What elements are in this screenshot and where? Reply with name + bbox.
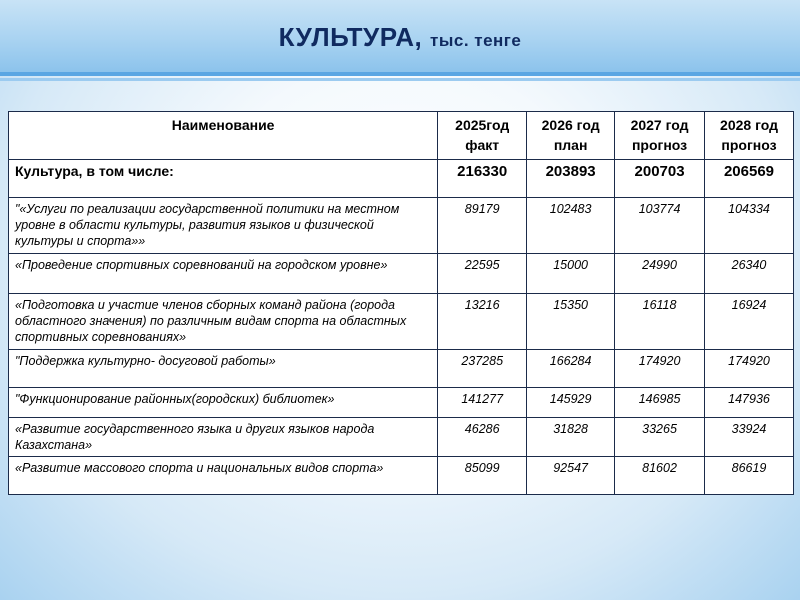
row-value: 147936 xyxy=(705,388,794,418)
row-value: 102483 xyxy=(527,198,615,254)
column-header: 2026 год план xyxy=(527,112,615,160)
row-value: 237285 xyxy=(438,350,527,388)
table-header-row xyxy=(9,112,794,160)
page-title-text: КУЛЬТУРА, xyxy=(278,22,423,52)
row-value: 26340 xyxy=(705,254,794,294)
row-label: «Проведение спортивных соревнований на городском уровне» xyxy=(9,254,438,294)
title-divider-secondary xyxy=(0,78,800,81)
row-value: 174920 xyxy=(705,350,794,388)
row-value: 81602 xyxy=(615,457,705,495)
total-row xyxy=(9,160,794,198)
row-value: 141277 xyxy=(438,388,527,418)
row-value: 31828 xyxy=(527,418,615,457)
table-row xyxy=(9,350,794,388)
row-label: "Поддержка культурно- досуговой работы» xyxy=(9,350,438,388)
total-value: 206569 xyxy=(705,160,794,198)
total-label: Культура, в том числе: xyxy=(9,160,438,198)
total-value: 216330 xyxy=(438,160,527,198)
row-value: 16924 xyxy=(705,294,794,350)
row-label: «Подготовка и участие членов сборных команд района (города областного значения) по различным видам спорта на областных спортивных соревнованиях» xyxy=(9,294,438,350)
row-value: 104334 xyxy=(705,198,794,254)
table-row xyxy=(9,294,794,350)
column-header: Наименование xyxy=(9,112,438,160)
title-divider xyxy=(0,72,800,76)
row-value: 13216 xyxy=(438,294,527,350)
title-band xyxy=(0,0,800,72)
page-title xyxy=(0,22,800,53)
row-value: 33924 xyxy=(705,418,794,457)
row-label: "Функционирование районных(городских) библиотек» xyxy=(9,388,438,418)
row-value: 166284 xyxy=(527,350,615,388)
row-value: 146985 xyxy=(615,388,705,418)
table-row xyxy=(9,198,794,254)
budget-table xyxy=(8,111,794,495)
row-value: 145929 xyxy=(527,388,615,418)
row-value: 24990 xyxy=(615,254,705,294)
total-value: 200703 xyxy=(615,160,705,198)
row-label: "«Услуги по реализации государственной политики на местном уровне в области культуры, развития языков и физической культуры и спорта»» xyxy=(9,198,438,254)
column-header: 2027 год прогноз xyxy=(615,112,705,160)
table-row xyxy=(9,388,794,418)
row-value: 86619 xyxy=(705,457,794,495)
row-value: 15350 xyxy=(527,294,615,350)
row-value: 174920 xyxy=(615,350,705,388)
row-value: 46286 xyxy=(438,418,527,457)
table-row xyxy=(9,418,794,457)
row-value: 16118 xyxy=(615,294,705,350)
row-label: «Развитие государственного языка и других языков народа Казахстана» xyxy=(9,418,438,457)
row-value: 92547 xyxy=(527,457,615,495)
row-value: 15000 xyxy=(527,254,615,294)
page-title-unit: тыс. тенге xyxy=(430,31,522,50)
total-value: 203893 xyxy=(527,160,615,198)
row-value: 89179 xyxy=(438,198,527,254)
table-row xyxy=(9,457,794,495)
row-label: «Развитие массового спорта и национальных видов спорта» xyxy=(9,457,438,495)
row-value: 85099 xyxy=(438,457,527,495)
column-header: 2025год факт xyxy=(438,112,527,160)
row-value: 22595 xyxy=(438,254,527,294)
row-value: 103774 xyxy=(615,198,705,254)
column-header: 2028 год прогноз xyxy=(705,112,794,160)
table-row xyxy=(9,254,794,294)
row-value: 33265 xyxy=(615,418,705,457)
